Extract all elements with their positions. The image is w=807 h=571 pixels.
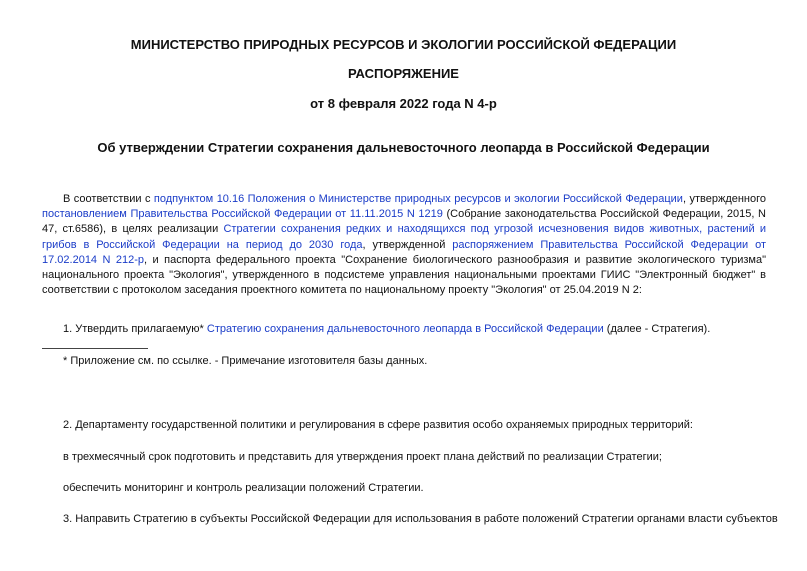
- item-1-text: 1. Утвердить прилагаемую*: [63, 323, 207, 335]
- link-leopard-strategy[interactable]: Стратегию сохранения дальневосточного леопарда в Российской Федерации: [206, 323, 604, 335]
- link-ministry-regulation[interactable]: подпунктом 10.16 Положения о Министерстве природных ресурсов и экологии Российской Федерации: [153, 193, 683, 205]
- item-3: 3. Направить Стратегию в субъекты Российской Федерации для использования в работе положений Стратегии органами власти субъектов: [63, 513, 778, 525]
- preamble-text: , утвержденной: [362, 238, 453, 251]
- item-1: [63, 322, 787, 337]
- document-type: РАСПОРЯЖЕНИЕ: [348, 66, 459, 81]
- link-government-decree-1219[interactable]: постановлением Правительства Российской Федерации от 11.11.2015 N 1219: [42, 208, 443, 221]
- footnote: * Приложение см. по ссылке. - Примечание изготовителя базы данных.: [63, 355, 428, 367]
- item-2-subitem-2: обеспечить мониторинг и контроль реализации положений Стратегии.: [63, 482, 424, 494]
- item-2: 2. Департаменту государственной политики и регулирования в сфере развития особо охраняемых природных территорий:: [63, 419, 693, 431]
- preamble-paragraph: [42, 192, 766, 298]
- preamble-text: , и паспорта федерального проекта "Сохранение биологического разнообразия и развитие экологического туризма" национального проекта "Экология", утвержденного в подсистеме управления национальными проектами ГИИС "Электронный бюджет" в соответствии с протоколом заседания проектного комитета по национальному проекту "Экология" от 25.04.2019 N 2:: [42, 253, 767, 297]
- document-title: Об утверждении Стратегии сохранения дальневосточного леопарда в Российской Федерации: [97, 140, 710, 155]
- footnote-separator: [42, 348, 148, 349]
- item-2-subitem-1: в трехмесячный срок подготовить и представить для утверждения проект плана действий по реализации Стратегии;: [63, 451, 662, 463]
- preamble-text: В соответствии с: [63, 193, 154, 205]
- item-1-text: (далее - Стратегия).: [603, 323, 711, 335]
- document-date-number: от 8 февраля 2022 года N 4-р: [310, 96, 497, 111]
- ministry-name: МИНИСТЕРСТВО ПРИРОДНЫХ РЕСУРСОВ И ЭКОЛОГИИ РОССИЙСКОЙ ФЕДЕРАЦИИ: [130, 37, 677, 52]
- preamble-text: , утвержденного: [682, 193, 767, 205]
- link-rare-species-strategy[interactable]: Стратегии сохранения редких и находящихся под угрозой исчезновения видов животных, растений и грибов в Российской Федерации на период до 2030 года: [42, 223, 767, 251]
- link-government-order-212r[interactable]: распоряжением Правительства Российской Федерации от 17.02.2014 N 212-р: [42, 238, 766, 266]
- preamble-text: (Собрание законодательства Российской Федерации, 2015, N 47, ст.6586), в целях реализации: [42, 208, 766, 236]
